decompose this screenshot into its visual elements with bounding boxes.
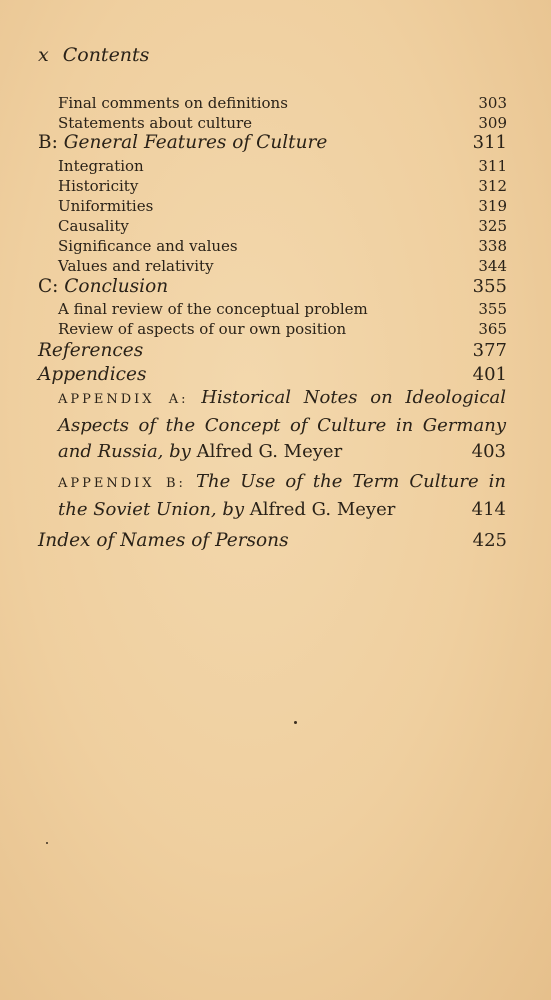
toc-section-page: 425 xyxy=(472,530,507,551)
appendix-b-entry xyxy=(58,469,506,523)
toc-entry-page: 303 xyxy=(478,94,507,112)
toc-section-prefix: C: xyxy=(38,276,59,297)
toc-section-title xyxy=(38,132,327,153)
appendix-a-entry xyxy=(58,385,506,465)
toc-section-name: Appendices xyxy=(38,364,147,385)
appendix-a-by: by xyxy=(169,441,191,462)
toc-entry-page: 311 xyxy=(478,157,507,175)
toc-entry-title: Causality xyxy=(58,217,129,235)
appendix-a-label: APPENDIX A: xyxy=(58,392,189,407)
toc-section-name: General Features of Culture xyxy=(63,132,328,153)
page-header xyxy=(38,44,149,66)
toc-entry-page: 309 xyxy=(478,114,507,132)
toc-entry-page: 355 xyxy=(478,300,507,318)
appendix-a-author: Alfred G. Meyer xyxy=(196,441,343,462)
toc-section-title xyxy=(38,276,168,297)
appendix-b-author: Alfred G. Meyer xyxy=(249,499,396,520)
toc-entry-title: Statements about culture xyxy=(58,114,253,132)
appendix-a-page: 403 xyxy=(471,441,506,462)
toc-entry-title: Integration xyxy=(58,157,144,175)
paper-speck xyxy=(46,842,48,844)
toc-section-page: 355 xyxy=(472,276,507,297)
toc-entry-title: A final review of the conceptual problem xyxy=(58,300,368,318)
toc-section-prefix: B: xyxy=(38,132,58,153)
toc-entry-page: 319 xyxy=(478,197,507,215)
page-number: x xyxy=(38,44,49,66)
appendix-b-page: 414 xyxy=(471,499,506,520)
toc-section-page: 401 xyxy=(472,364,507,385)
appendix-a-title: Historical Notes on Ideological Aspects of the Concept of Culture in Germany and Russia, xyxy=(58,387,506,462)
toc-entry-page: 344 xyxy=(478,257,507,275)
toc-entry-title: Values and relativity xyxy=(58,257,214,275)
toc-entry-page: 325 xyxy=(478,217,507,235)
appendix-b-label: APPENDIX B: xyxy=(58,476,186,491)
toc-section-name: Conclusion xyxy=(64,276,169,297)
toc-entry-title: Review of aspects of our own position xyxy=(58,320,347,338)
toc-entry-page: 365 xyxy=(478,320,507,338)
toc-entry-title: Significance and values xyxy=(58,237,238,255)
toc-section-name: Index of Names of Persons xyxy=(38,530,289,551)
toc-entry-page: 338 xyxy=(478,237,507,255)
appendix-b-title: The Use of the Term Culture in the Soviet Union, xyxy=(58,471,506,520)
page-title: Contents xyxy=(62,44,150,66)
toc-entry-title: Historicity xyxy=(58,177,139,195)
toc-section-page: 311 xyxy=(472,132,507,153)
appendix-b-by: by xyxy=(222,499,245,520)
toc-section-name: References xyxy=(38,340,144,361)
paper-speck xyxy=(294,721,297,724)
toc-section-page: 377 xyxy=(472,340,507,361)
toc-entry-title: Uniformities xyxy=(58,197,154,215)
toc-entry-title: Final comments on definitions xyxy=(58,94,288,112)
toc-entry-page: 312 xyxy=(478,177,507,195)
